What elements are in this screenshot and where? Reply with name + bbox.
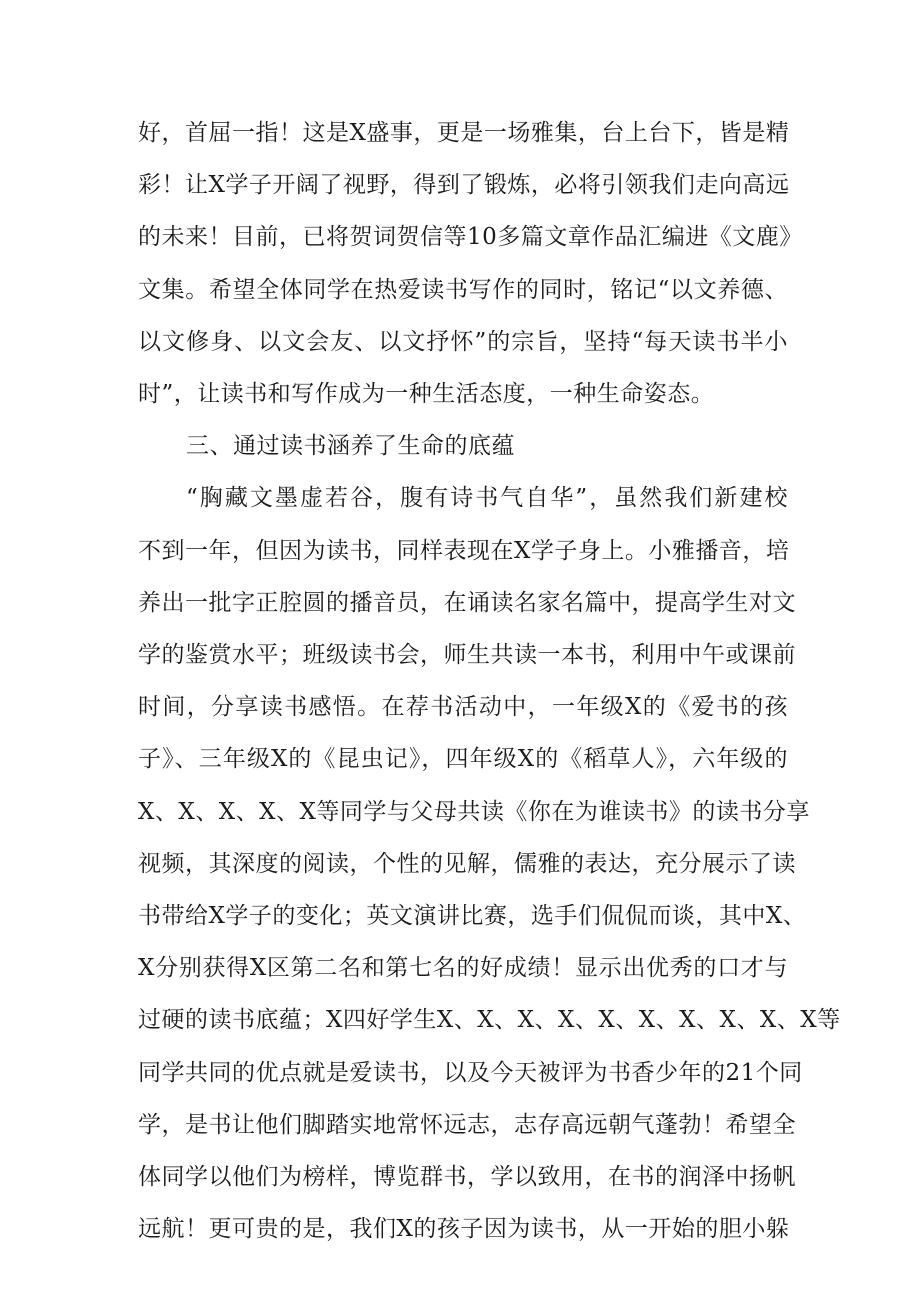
text-line-6: 时”，让读书和写作成为一种生活态度，一种生命姿态。 — [138, 381, 715, 407]
text-line-16: 书带给X学子的变化；英文演讲比赛，选手们侃侃而谈，其中X、 — [138, 903, 807, 929]
text-line-5: 以文修身、以文会友、以文抒怀”的宗旨，坚持“每天读书半小 — [138, 329, 788, 355]
text-line-20: 学，是书让他们脚踏实地常怀远志，志存高远朝气蓬勃！希望全 — [138, 1112, 796, 1138]
text-line-21: 体同学以他们为榜样，博览群书，学以致用，在书的润泽中扬帆 — [138, 1164, 796, 1190]
text-line-9: 不到一年，但因为读书，同样表现在X学子身上。小雅播音，培 — [138, 538, 790, 564]
text-line-1: 好，首屈一指！这是X盛事，更是一场雅集，台上台下，皆是精 — [138, 120, 790, 146]
text-line-2: 彩！让X学子开阔了视野，得到了锻炼，必将引领我们走向高远 — [138, 172, 790, 198]
text-line-13: 子》、三年级X的《昆虫记》，四年级X的《稻草人》，六年级的 — [138, 746, 788, 772]
section-heading: 三、通过读书涵养了生命的底蕴 — [186, 433, 515, 459]
text-line-10: 养出一批字正腔圆的播音员，在诵读名家名篇中，提高学生对文 — [138, 590, 796, 616]
text-line-15: 视频，其深度的阅读，个性的见解，儒雅的表达，充分展示了读 — [138, 851, 796, 877]
text-line-18: 过硬的读书底蕴；X四好学生X、X、X、X、X、X、X、X、X、X等 — [138, 1007, 841, 1033]
text-line-4: 文集。希望全体同学在热爱读书写作的同时，铭记“以文养德、 — [138, 277, 788, 303]
text-line-3: 的未来！目前，已将贺词贺信等10多篇文章作品汇编进《文鹿》 — [138, 224, 803, 250]
text-line-11: 学的鉴赏水平；班级读书会，师生共读一本书，利用中午或课前 — [138, 642, 796, 668]
text-line-12: 时间，分享读书感悟。在荐书活动中，一年级X的《爱书的孩 — [138, 694, 788, 720]
text-line-14: X、X、X、X、X等同学与父母共读《你在为谁读书》的读书分享 — [138, 799, 810, 825]
text-line-22: 远航！更可贵的是，我们X的孩子因为读书，从一开始的胆小躲 — [138, 1216, 790, 1242]
text-line-17: X分别获得X区第二名和第七名的好成绩！显示出优秀的口才与 — [138, 955, 788, 981]
text-line-8: “胸藏文墨虚若谷，腹有诗书气自华”，虽然我们新建校 — [186, 485, 788, 511]
text-line-19: 同学共同的优点就是爱读书，以及今天被评为书香少年的21个同 — [138, 1060, 803, 1086]
